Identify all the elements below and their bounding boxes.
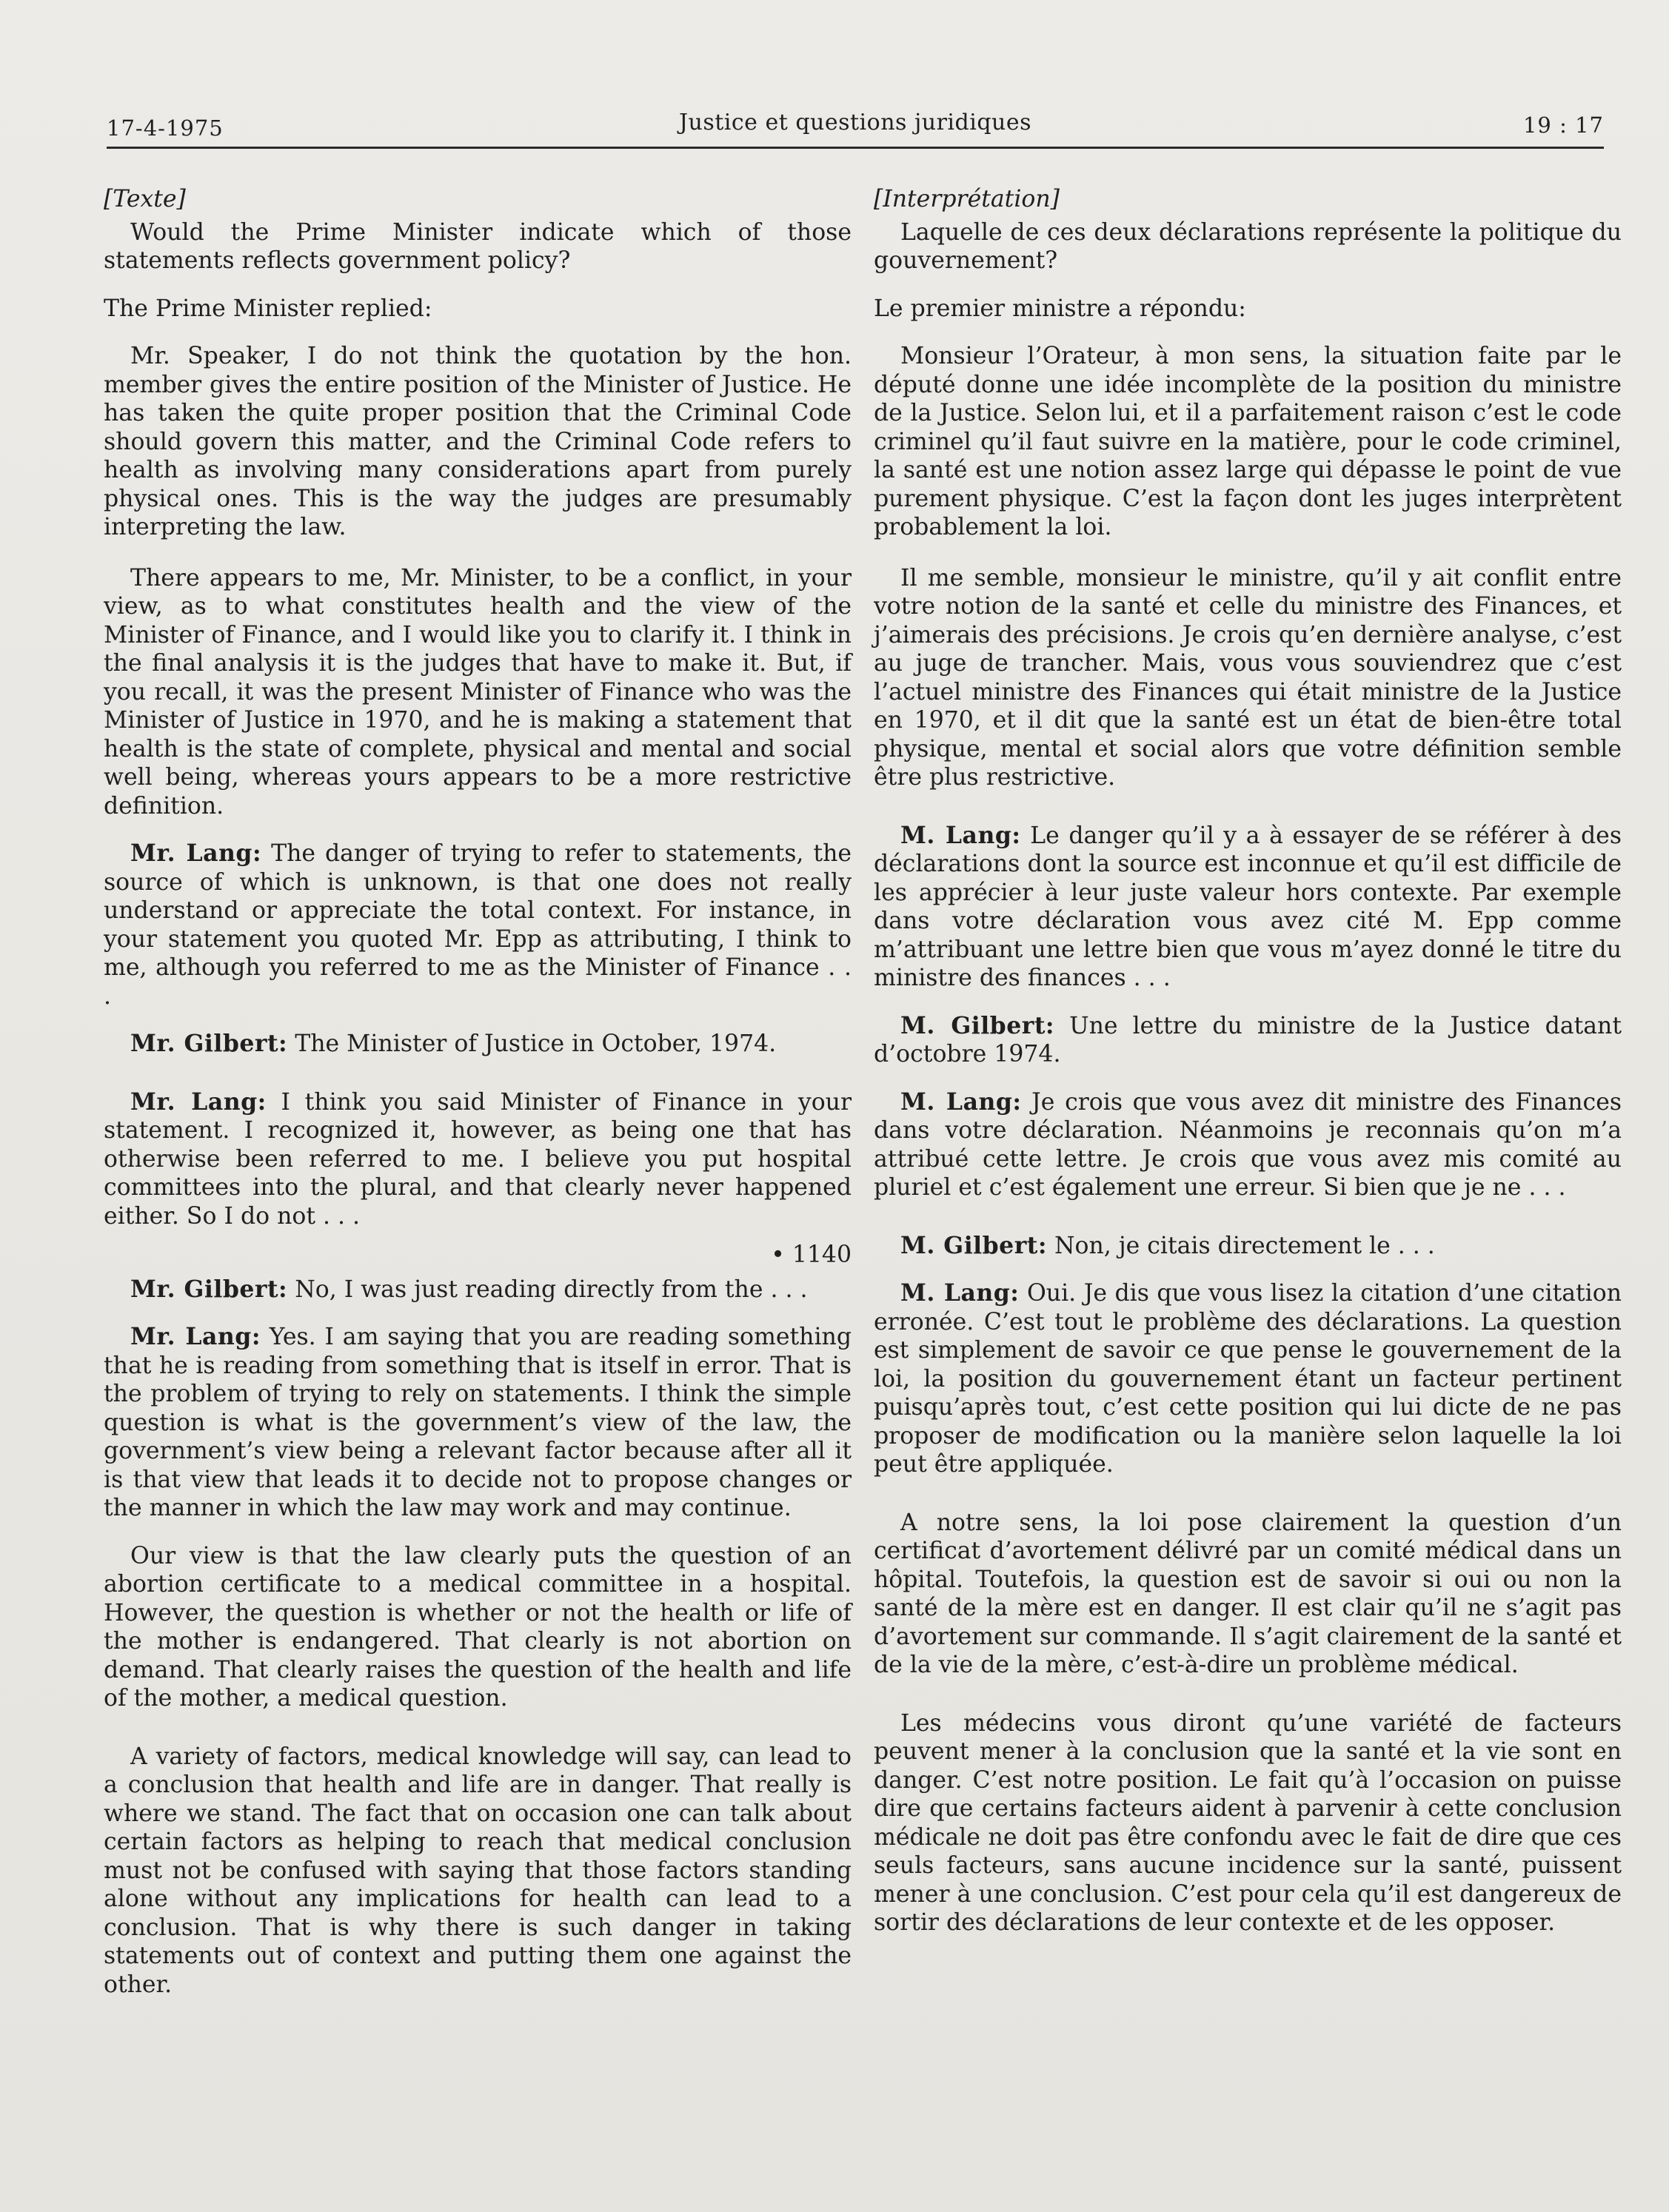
quoted-reply: Mr. Speaker, I do not think the quotation by the hon. member gives the entire position of the Minister of Justice. He has taken the quite proper position that the Criminal Code should govern this matter, and the Criminal Code refers to health as involving many considerations apart from purely physical ones. This is the way the judges are presumably interpreting the law.: [104, 343, 852, 540]
speaker-name: M. Lang:: [900, 1279, 1020, 1307]
paragraph: Would the Prime Minister indicate which of those statements reflects government policy?: [104, 218, 852, 274]
paragraph: Our view is that the law clearly puts the question of an abortion certificate to a medical committee in a hospital. However, the question is whether or not the health or life of the mother is endangered. That clearly is not abortion on demand. That clearly raises the question of the health and life of the mother, a medical question.: [104, 1542, 852, 1712]
speech-paragraph: [104, 1276, 852, 1304]
speech-text: Non, je citais directement le . . .: [1046, 1232, 1435, 1259]
speech-text: No, I was just reading directly from the . . .: [287, 1276, 808, 1303]
quoted-reply: Monsieur l’Orateur, à mon sens, la situation faite par le député donne une idée incomplète de la position du ministre de la Justice. Selon lui, et il a parfaitement raison c’est le code criminel qu’il faut suivre en la matière, pour le code criminel, la santé est une notion assez large qui dépasse le point de vue purement physique. C’est la façon dont les juges interprètent probablement la loi.: [874, 343, 1622, 540]
speech-text: Yes. I am saying that you are reading something that he is reading from something that is itself in error. That is the problem of trying to rely on statements. I think the simple question is what is the government’s view of the law, the government’s view being a relevant factor because after all it is that view that leads it to decide not to propose changes or the manner in which the law may work and may continue.: [104, 1324, 852, 1521]
speech-paragraph: [874, 1232, 1622, 1261]
french-column: [874, 185, 1622, 1957]
speech-text: I think you said Minister of Finance in your statement. I recognized it, however, as being one that has otherwise been referred to me. I believe you put hospital committees into the plural, and that clearly never happened either. So I do not . . .: [104, 1088, 852, 1230]
section-tag: [Interprétation]: [874, 186, 1060, 212]
speaker-name: Mr. Gilbert:: [130, 1030, 288, 1057]
speech-paragraph: [104, 1030, 852, 1059]
section-tag: [Texte]: [104, 186, 186, 212]
speech-paragraph: [104, 1323, 852, 1523]
header-date: 17-4-1975: [107, 115, 224, 141]
speech-text: Le danger qu’il y a à essayer de se référer à des déclarations dont la source est inconnue et qu’il est difficile de les apprécier à leur juste valeur hors contexte. Par exemple dans votre déclaration vous avez cité M. Epp comme m’attribuant une lettre bien que vous m’ayez donné le titre du ministre des finances . . .: [874, 822, 1622, 991]
speaker-name: Mr. Lang:: [130, 1087, 267, 1116]
speech-paragraph: [874, 1088, 1622, 1202]
paragraph: Les médecins vous diront qu’une variété de facteurs peuvent mener à la conclusion que la santé et la vie sont en danger. C’est notre position. Le fait qu’à l’occasion on puisse dire que certains facteurs aident à parvenir à cette conclusion médicale ne doit pas être confondu avec le fait de dire que ces seuls facteurs, sans aucune incidence sur la santé, puissent mener à une conclusion. C’est pour cela qu’il est dangereux de sortir des déclarations de leur contexte et de les opposer.: [874, 1709, 1622, 1936]
speech-paragraph: [104, 839, 852, 1011]
speech-text: The danger of trying to refer to statements, the source of which is unknown, is that one does not really understand or appreciate the total context. For instance, in your statement you quoted Mr. Epp as attributing, I think to me, although you referred to me as the Minister of Finance . . .: [104, 840, 852, 1010]
paragraph: A variety of factors, medical knowledge will say, can lead to a conclusion that health and life are in danger. That really is where we stand. The fact that on occasion one can talk about certain factors as helping to reach that medical conclusion must not be confused with saying that those factors standing alone without any implications for health can lead to a conclusion. That is why there is such danger in taking statements out of context and putting them one against the other.: [104, 1743, 852, 1998]
header-title: Justice et questions juridiques: [678, 110, 1031, 135]
speaker-name: Mr. Gilbert:: [130, 1275, 288, 1303]
speaker-name: M. Lang:: [900, 821, 1021, 849]
header-rule: [107, 147, 1604, 149]
speaker-name: M. Lang:: [900, 1087, 1022, 1116]
speaker-name: M. Gilbert:: [900, 1011, 1055, 1039]
paragraph: Laquelle de ces deux déclarations représente la politique du gouvernement?: [874, 218, 1622, 274]
paragraph: Le premier ministre a répondu:: [874, 295, 1246, 322]
speech-text: The Minister of Justice in October, 1974.: [287, 1030, 777, 1057]
speech-paragraph: [874, 1279, 1622, 1479]
header-page-number: 19 : 17: [1522, 113, 1604, 138]
speech-paragraph: [874, 1012, 1622, 1069]
paragraph: There appears to me, Mr. Minister, to be a conflict, in your view, as to what constitutes health and the view of the Minister of Finance, and I would like you to clarify it. I think in the final analysis it is the judges that have to make it. But, if you recall, it was the present Minister of Finance who was the Minister of Justice in 1970, and he is making a statement that health is the state of complete, physical and mental and social well being, whereas yours appears to be a more restrictive definition.: [104, 564, 852, 820]
speech-paragraph: [104, 1088, 852, 1231]
speaker-name: Mr. Lang:: [130, 839, 262, 867]
speech-text: Une lettre du ministre de la Justice datant d’octobre 1974.: [874, 1012, 1622, 1068]
speech-text: Je crois que vous avez dit ministre des Finances dans votre déclaration. Néanmoins je reconnais qu’on m’a attribué cette lettre. Je crois que vous avez mis comité au pluriel et c’est également une erreur. Si bien que je ne . . .: [874, 1088, 1622, 1201]
paragraph: A notre sens, la loi pose clairement la question d’un certificat d’avortement délivré par un comité médical dans un hôpital. Toutefois, la question est de savoir si oui ou non la santé de la mère est en danger. Il est clair qu’il ne s’agit pas d’avortement sur commande. Il s’agit clairement de la santé et de la vie de la mère, c’est-à-dire un problème médical.: [874, 1509, 1622, 1678]
paragraph: The Prime Minister replied:: [104, 295, 432, 322]
time-marker: • 1140: [771, 1241, 852, 1268]
english-column: [104, 185, 852, 2018]
paragraph: Il me semble, monsieur le ministre, qu’il y ait conflit entre votre notion de la santé et celle du ministre des Finances, et j’aimerais des précisions. Je crois qu’en dernière analyse, c’est au juge de trancher. Mais, vous vous souviendrez que c’est l’actuel ministre des Finances qui était ministre de la Justice en 1970, et il dit que la santé est un état de bien-être total physique, mental et social alors que votre définition semble être plus restrictive.: [874, 564, 1622, 791]
speaker-name: M. Gilbert:: [900, 1231, 1047, 1259]
speech-paragraph: [874, 822, 1622, 993]
speaker-name: Mr. Lang:: [130, 1323, 261, 1350]
speech-text: Oui. Je dis que vous lisez la citation d’une citation erronée. C’est tout le problème des déclarations. La question est simplement de savoir ce que pense le gouvernement de la loi, la position du gouvernement étant un facteur pertinent puisqu’après tout, c’est cette position qui lui dicte de ne pas proposer de modification ou la manière selon laquelle la loi peut être appliquée.: [874, 1280, 1622, 1478]
running-header: [107, 108, 1604, 150]
